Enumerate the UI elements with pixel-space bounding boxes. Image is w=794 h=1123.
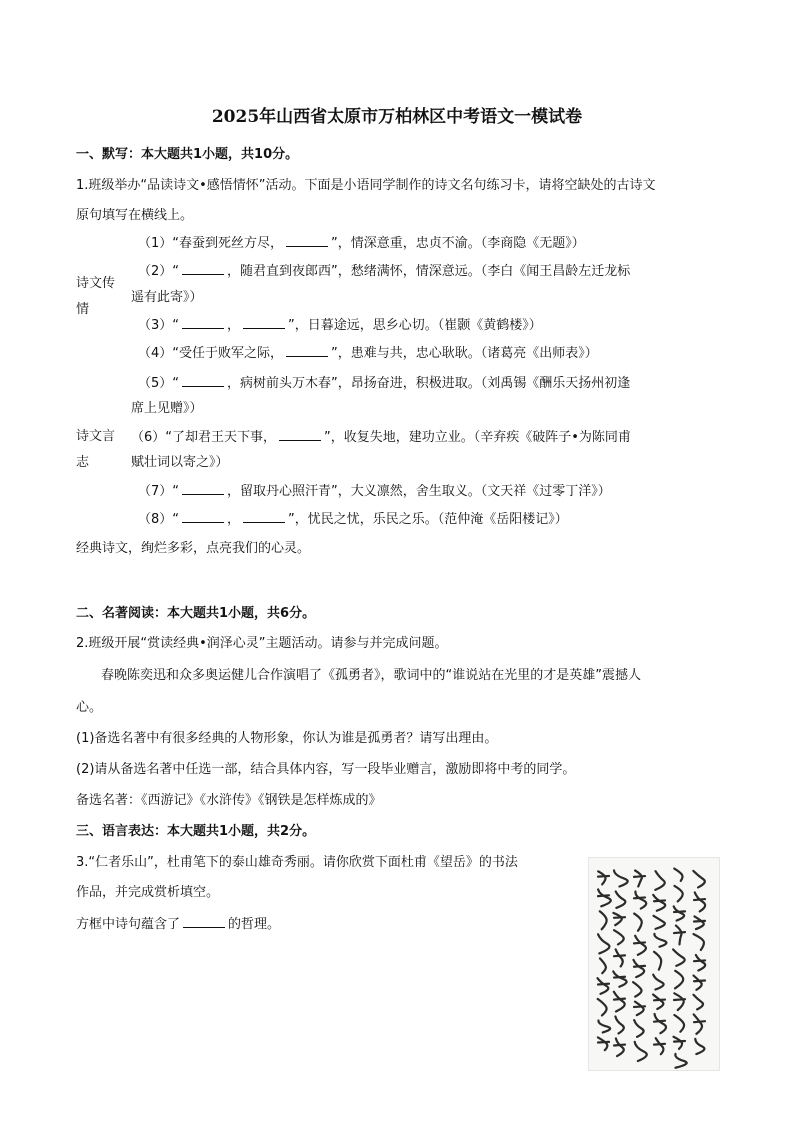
calligraphy-stroke — [616, 1038, 624, 1056]
calligraphy-stroke — [674, 1015, 684, 1032]
calligraphy-stroke — [634, 897, 645, 898]
calligraphy-stroke — [614, 999, 625, 1000]
calligraphy-stroke — [634, 966, 645, 967]
calligraphy-stroke — [673, 949, 685, 965]
calligraphy-stroke — [633, 960, 644, 977]
calligraphy-stroke — [694, 1021, 705, 1022]
calligraphy-stroke — [694, 981, 705, 982]
group1-label-b: 情 — [76, 302, 90, 317]
calligraphy-stroke — [614, 870, 628, 886]
q2-stem: 2.班级开展“赏读经典•润泽心灵”主题活动。请参与并完成问题。 — [76, 636, 448, 651]
section1-label: 一、默写： — [76, 147, 142, 162]
calligraphy-stroke — [613, 971, 626, 986]
calligraphy-stroke — [616, 949, 623, 966]
calligraphy-stroke — [674, 993, 683, 1010]
answer-blank[interactable] — [286, 234, 328, 247]
page-title: 2025年山西省太原市万柏林区中考语文一模试卷 — [211, 107, 583, 127]
q2-paragraph-line2: 心。 — [76, 700, 103, 715]
calligraphy-artwork — [589, 858, 719, 1070]
calligraphy-stroke — [654, 1044, 665, 1045]
q1-item-6-cont: 赋壮词以寄之》） — [131, 455, 229, 470]
calligraphy-stroke — [598, 1042, 609, 1043]
calligraphy-stroke — [695, 892, 705, 911]
calligraphy-stroke — [653, 895, 665, 911]
calligraphy-stroke — [597, 978, 608, 994]
calligraphy-stroke — [614, 1045, 625, 1046]
calligraphy-stroke — [634, 1006, 645, 1007]
calligraphy-stroke — [653, 916, 664, 929]
calligraphy-stroke — [614, 930, 624, 944]
q1-item-1: （1）“春蚕到死丝方尽， ”，情深意重，忠贞不渝。（李商隐《无题》） — [138, 236, 585, 251]
q3-stem-line2: 作品，并完成赏析填空。 — [76, 885, 220, 900]
calligraphy-stroke — [598, 934, 609, 953]
calligraphy-stroke — [598, 1037, 607, 1050]
calligraphy-stroke — [674, 906, 684, 920]
calligraphy-stroke — [694, 976, 702, 990]
calligraphy-stroke — [654, 952, 661, 970]
section2-heading — [76, 605, 315, 623]
calligraphy-stroke — [598, 871, 605, 884]
q1-item-2-cont: 遥有此寄》） — [131, 290, 203, 305]
calligraphy-stroke — [634, 876, 645, 877]
answer-blank[interactable] — [182, 262, 224, 275]
calligraphy-stroke — [653, 975, 663, 990]
calligraphy-stroke — [656, 1038, 664, 1054]
calligraphy-stroke — [613, 913, 621, 925]
q1-item-7: （7）“ ，留取丹心照汗青”，大义凛然，舍生取义。（文天祥《过零丁洋》） — [138, 484, 611, 499]
answer-blank[interactable] — [279, 428, 321, 441]
calligraphy-stroke — [675, 971, 683, 988]
section3-heading — [76, 823, 315, 841]
calligraphy-stroke — [674, 999, 685, 1000]
calligraphy-stroke — [694, 1014, 702, 1033]
calligraphy-stroke — [674, 1041, 685, 1042]
calligraphy-stroke — [654, 1000, 665, 1001]
calligraphy-stroke — [614, 917, 625, 918]
answer-blank[interactable] — [243, 316, 285, 329]
calligraphy-stroke — [598, 999, 607, 1016]
q1-closing: 经典诗文，绚烂多彩，点亮我们的心灵。 — [76, 541, 311, 556]
calligraphy-stroke — [655, 871, 664, 890]
calligraphy-stroke — [674, 911, 685, 912]
calligraphy-stroke — [694, 960, 705, 961]
section3-rule: 本大题共1小题，共2分。 — [167, 824, 316, 839]
calligraphy-stroke — [674, 869, 682, 881]
calligraphy-stroke — [674, 932, 685, 933]
calligraphy-stroke — [676, 926, 682, 945]
section2-rule: 本大题共1小题，共6分。 — [167, 606, 316, 621]
calligraphy-stroke — [634, 914, 642, 931]
calligraphy-stroke — [693, 871, 704, 887]
calligraphy-stroke — [694, 916, 703, 929]
calligraphy-stroke — [615, 1016, 623, 1033]
calligraphy-stroke — [634, 942, 645, 943]
q1-stem-line2: 原句填写在横线上。 — [76, 208, 194, 223]
q3-fill-line: 方框中诗句蕴含了 的哲理。 — [76, 917, 281, 932]
calligraphy-stroke — [635, 870, 642, 886]
group2-label-b: 志 — [76, 455, 90, 470]
calligraphy-stroke — [654, 934, 666, 947]
calligraphy-stroke — [654, 1021, 665, 1022]
q1-item-2: （2）“ ，随君直到夜郎西”，愁绪满怀，情深意远。（李白《闻王昌龄左迁龙标 — [138, 264, 631, 279]
calligraphy-stroke — [600, 911, 607, 929]
calligraphy-stroke — [598, 876, 609, 877]
calligraphy-stroke — [693, 995, 703, 1010]
answer-blank[interactable] — [243, 510, 285, 523]
calligraphy-stroke — [694, 934, 704, 950]
q1-item-3: （3）“ ， ”，日暮途远，思乡心切。（崔颢《黄鹤楼》） — [138, 318, 542, 333]
section1-heading — [76, 146, 298, 164]
group1-label-a: 诗文传 — [76, 276, 116, 291]
q1-item-5: （5）“ ，病树前头万木春”，昂扬奋进，积极进取。（刘禹锡《酬乐天扬州初逢 — [138, 376, 631, 391]
group2-label-a: 诗文言 — [76, 429, 116, 444]
calligraphy-image — [588, 857, 720, 1071]
calligraphy-stroke — [633, 982, 641, 997]
calligraphy-stroke — [654, 900, 665, 901]
q2-paragraph-line1: 春晚陈奕迅和众多奥运健儿合作演唱了《孤勇者》，歌词中的“谁说站在光里的才是英雄”震撼人 — [101, 668, 641, 683]
calligraphy-stroke — [696, 955, 705, 971]
calligraphy-stroke — [635, 1042, 647, 1061]
calligraphy-stroke — [695, 1039, 704, 1054]
q2-books: 备选名著：《西游记》《水浒传》《钢铁是怎样炼成的》 — [76, 793, 382, 808]
calligraphy-stroke — [655, 1014, 666, 1033]
calligraphy-stroke — [598, 984, 609, 985]
calligraphy-stroke — [674, 886, 682, 902]
q1-stem-line1: 1.班级举办“品读诗文•感悟情怀”活动。下面是小语同学制作的诗文名句练习卡，请将空缺处的古诗文 — [76, 178, 656, 193]
calligraphy-stroke — [598, 889, 611, 906]
answer-blank[interactable] — [286, 344, 328, 357]
q1-item-4: （4）“受任于败军之际， ”，患难与共，忠心耿耿。（诸葛亮《出师表》） — [138, 346, 598, 361]
answer-blank[interactable] — [182, 374, 224, 387]
calligraphy-stroke — [616, 891, 626, 907]
calligraphy-stroke — [694, 899, 705, 900]
calligraphy-stroke — [635, 1002, 644, 1015]
answer-blank[interactable] — [182, 316, 224, 329]
calligraphy-stroke — [635, 936, 646, 955]
q3-stem-line1: 3.“仁者乐山”，杜甫笔下的泰山雄奇秀丽。请你欣赏下面杜甫《望岳》的书法 — [76, 855, 518, 870]
calligraphy-stroke — [653, 995, 663, 1009]
section3-label: 三、语言表达： — [76, 824, 168, 839]
q2-subquestion-1: (1)备选名著中有很多经典的人物形象，你认为谁是孤勇者？请写出理由。 — [76, 731, 498, 746]
answer-blank[interactable] — [183, 915, 225, 928]
calligraphy-stroke — [598, 1020, 610, 1032]
calligraphy-stroke — [598, 895, 609, 896]
calligraphy-stroke — [614, 977, 625, 978]
answer-blank[interactable] — [182, 510, 224, 523]
q2-subquestion-2: (2)请从备选名著中任选一部，结合具体内容，写一段毕业赠言，激励即将中考的同学。 — [76, 762, 576, 777]
answer-blank[interactable] — [182, 482, 224, 495]
section2-label: 二、名著阅读： — [76, 606, 168, 621]
section1-rule: 本大题共1小题，共10分。 — [141, 147, 299, 162]
calligraphy-stroke — [675, 1054, 686, 1068]
calligraphy-stroke — [614, 992, 625, 1012]
calligraphy-stroke — [673, 1037, 682, 1049]
calligraphy-stroke — [614, 955, 625, 956]
calligraphy-stroke — [600, 958, 606, 973]
calligraphy-stroke — [694, 921, 705, 922]
q1-item-8: （8）“ ， ”，忧民之忧，乐民之乐。（范仲淹《岳阳楼记》） — [138, 512, 568, 527]
q1-item-5-cont: 席上见赠》） — [131, 401, 203, 416]
calligraphy-stroke — [635, 891, 646, 908]
calligraphy-stroke — [634, 1020, 643, 1037]
q1-item-6: （6）“了却君王天下事， ”，收复失地，建功立业。（辛弃疾《破阵子•为陈同甫 — [131, 430, 631, 445]
